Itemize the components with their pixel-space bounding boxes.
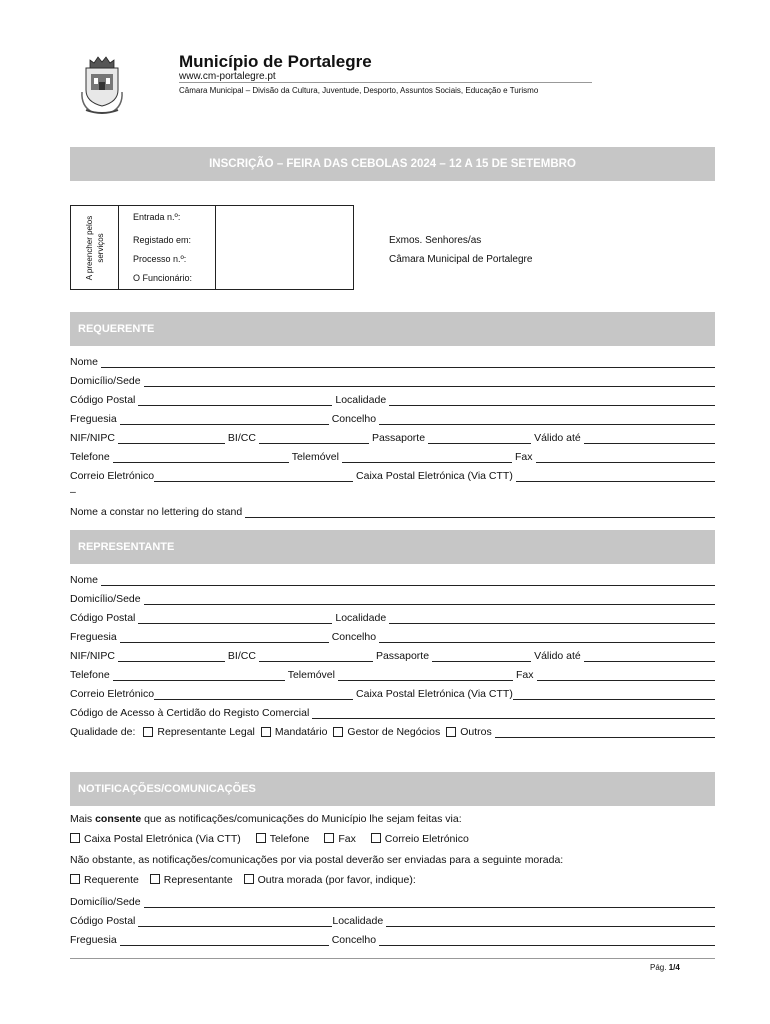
header-divider xyxy=(179,82,592,83)
req-lettering-field[interactable] xyxy=(245,507,715,518)
rep-telemovel-label: Telemóvel xyxy=(287,669,335,681)
page-num: 1/4 xyxy=(668,963,680,972)
req-lettering-row xyxy=(70,504,715,518)
notif-consent-text xyxy=(70,813,462,825)
qualidade-outros-field[interactable] xyxy=(495,727,715,738)
rep-bi-field[interactable] xyxy=(259,651,373,662)
qualidade-outros-label: Outros xyxy=(460,726,492,738)
rep-domicilio-row xyxy=(70,591,715,605)
morada-outra-checkbox[interactable] xyxy=(244,874,254,884)
notif-domicilio-label: Domicílio/Sede xyxy=(70,896,141,908)
req-localidade-label: Localidade xyxy=(335,394,387,406)
notif-codigo-postal-label: Código Postal xyxy=(70,915,136,927)
department-subtitle: Câmara Municipal – Divisão da Cultura, Juventude, Desporto, Assuntos Sociais, Educação e Turismo xyxy=(179,86,539,95)
rep-fax-field[interactable] xyxy=(537,670,716,681)
rep-concelho-field[interactable] xyxy=(379,632,715,643)
notif-domicilio-field[interactable] xyxy=(144,897,715,908)
rep-codigo-postal-field[interactable] xyxy=(138,613,332,624)
section-notificacoes: NOTIFICAÇÕES/COMUNICAÇÕES xyxy=(70,772,715,806)
notif-freguesia-label: Freguesia xyxy=(70,934,117,946)
entrada-label: Entrada n.º: xyxy=(133,212,181,222)
req-domicilio-label: Domicílio/Sede xyxy=(70,375,141,387)
req-domicilio-row xyxy=(70,373,715,387)
req-dash: – xyxy=(70,486,76,498)
req-email-field[interactable] xyxy=(154,471,353,482)
footer-divider xyxy=(70,958,715,959)
req-telemovel-field[interactable] xyxy=(342,452,512,463)
notif-freguesia-row xyxy=(70,932,715,946)
notif-codigo-postal-field[interactable] xyxy=(138,916,332,927)
req-freguesia-label: Freguesia xyxy=(70,413,117,425)
req-nif-field[interactable] xyxy=(118,433,225,444)
rep-codigo-acesso-label: Código de Acesso à Certidão do Registo Comercial xyxy=(70,707,310,719)
notif-postal-note: Não obstante, as notificações/comunicações por via postal deverão ser enviadas para a seguinte morada: xyxy=(70,854,564,866)
req-valido-field[interactable] xyxy=(584,433,715,444)
rep-ids-row xyxy=(70,648,715,662)
registado-label: Registado em: xyxy=(133,235,192,245)
rep-email-label: Correio Eletrónico xyxy=(70,688,155,700)
notif-consent-pre: Mais xyxy=(70,813,96,825)
qualidade-representante-legal-checkbox[interactable] xyxy=(143,727,153,737)
qualidade-outros-checkbox[interactable] xyxy=(446,727,456,737)
organization-name: Município de Portalegre xyxy=(179,52,372,71)
rep-localidade-field[interactable] xyxy=(389,613,715,624)
req-phone-row xyxy=(70,449,715,463)
rep-domicilio-label: Domicílio/Sede xyxy=(70,593,141,605)
rep-phone-row xyxy=(70,667,715,681)
channel-caixa-postal-checkbox[interactable] xyxy=(70,833,80,843)
services-box-divider xyxy=(215,206,216,289)
req-localidade-field[interactable] xyxy=(389,395,715,406)
rep-caixa-postal-field[interactable] xyxy=(513,689,715,700)
req-caixa-postal-field[interactable] xyxy=(516,471,715,482)
req-codigo-postal-field[interactable] xyxy=(138,395,332,406)
channel-caixa-postal-label: Caixa Postal Eletrónica (Via CTT) xyxy=(84,833,241,845)
req-freguesia-row xyxy=(70,411,715,425)
req-fax-label: Fax xyxy=(514,451,533,463)
morada-requerente-label: Requerente xyxy=(84,874,139,886)
req-fax-field[interactable] xyxy=(536,452,716,463)
section-representante: REPRESENTANTE xyxy=(70,530,715,564)
req-domicilio-field[interactable] xyxy=(144,376,715,387)
req-nome-row xyxy=(70,354,715,368)
services-vertical-label: A preencher pelos serviços xyxy=(85,215,105,281)
funcionario-label: O Funcionário: xyxy=(133,273,193,283)
section-requerente: REQUERENTE xyxy=(70,312,715,346)
notif-consent-bold: consente xyxy=(95,813,142,825)
rep-codigo-acesso-field[interactable] xyxy=(312,708,715,719)
rep-nif-label: NIF/NIPC xyxy=(70,650,115,662)
req-bi-field[interactable] xyxy=(259,433,369,444)
rep-telefone-label: Telefone xyxy=(70,669,110,681)
rep-valido-field[interactable] xyxy=(584,651,715,662)
notif-channels-row xyxy=(70,833,469,845)
req-valido-label: Válido até xyxy=(534,432,581,444)
channel-fax-label: Fax xyxy=(338,833,356,845)
qualidade-gestor-negocios-label: Gestor de Negócios xyxy=(347,726,441,738)
req-ids-row xyxy=(70,430,715,444)
req-email-label: Correio Eletrónico xyxy=(70,470,155,482)
form-title: INSCRIÇÃO – FEIRA DAS CEBOLAS 2024 – 12 A 15 DE SETEMBRO xyxy=(70,147,715,181)
rep-nome-row xyxy=(70,572,715,586)
rep-valido-label: Válido até xyxy=(534,650,581,662)
addressee-line-1: Exmos. Senhores/as xyxy=(389,235,482,246)
rep-bi-label: BI/CC xyxy=(227,650,256,662)
rep-passaporte-field[interactable] xyxy=(432,651,531,662)
qualidade-mandatario-label: Mandatário xyxy=(274,726,328,738)
req-passaporte-field[interactable] xyxy=(428,433,531,444)
rep-freguesia-label: Freguesia xyxy=(70,631,117,643)
addressee-line-2: Câmara Municipal de Portalegre xyxy=(389,254,533,265)
rep-telefone-field[interactable] xyxy=(113,670,285,681)
rep-nome-label: Nome xyxy=(70,574,99,586)
rep-freguesia-row xyxy=(70,629,715,643)
rep-codigo-acesso-row xyxy=(70,705,715,719)
notif-localidade-label: Localidade xyxy=(332,915,384,927)
notif-concelho-label: Concelho xyxy=(331,934,377,946)
rep-nif-field[interactable] xyxy=(118,651,225,662)
morada-representante-checkbox[interactable] xyxy=(150,874,160,884)
req-telemovel-label: Telemóvel xyxy=(291,451,339,463)
rep-concelho-label: Concelho xyxy=(331,631,377,643)
rep-qualidade-label: Qualidade de: xyxy=(70,726,136,738)
req-concelho-label: Concelho xyxy=(331,413,377,425)
rep-localidade-label: Localidade xyxy=(335,612,387,624)
notif-address-options-row xyxy=(70,874,416,886)
req-caixa-postal-label: Caixa Postal Eletrónica (Via CTT) xyxy=(356,470,513,482)
rep-domicilio-field[interactable] xyxy=(144,594,715,605)
channel-correio-eletronico-label: Correio Eletrónico xyxy=(384,833,469,845)
rep-fax-label: Fax xyxy=(515,669,534,681)
processo-label: Processo n.º: xyxy=(133,254,187,264)
municipal-coat-of-arms-logo xyxy=(78,52,126,116)
notif-freguesia-field[interactable] xyxy=(120,935,329,946)
rep-passaporte-label: Passaporte xyxy=(375,650,430,662)
req-concelho-field[interactable] xyxy=(379,414,715,425)
req-codigo-postal-label: Código Postal xyxy=(70,394,136,406)
qualidade-representante-legal-label: Representante Legal xyxy=(157,726,255,738)
rep-email-row xyxy=(70,686,715,700)
req-telefone-field[interactable] xyxy=(113,452,289,463)
req-codigo-postal-row xyxy=(70,392,715,406)
req-nome-label: Nome xyxy=(70,356,99,368)
rep-codigo-postal-row xyxy=(70,610,715,624)
rep-nome-field[interactable] xyxy=(101,575,715,586)
rep-codigo-postal-label: Código Postal xyxy=(70,612,136,624)
req-bi-label: BI/CC xyxy=(227,432,256,444)
rep-qualidade-row xyxy=(70,724,715,738)
req-nome-field[interactable] xyxy=(101,357,715,368)
rep-email-field[interactable] xyxy=(154,689,353,700)
channel-correio-eletronico-checkbox[interactable] xyxy=(371,833,381,843)
notif-concelho-field[interactable] xyxy=(379,935,715,946)
rep-caixa-postal-label: Caixa Postal Eletrónica (Via CTT) xyxy=(356,688,513,700)
channel-fax-checkbox[interactable] xyxy=(324,833,334,843)
req-passaporte-label: Passaporte xyxy=(371,432,426,444)
channel-telefone-label: Telefone xyxy=(269,833,310,845)
req-freguesia-field[interactable] xyxy=(120,414,329,425)
notif-codigo-postal-row xyxy=(70,913,715,927)
req-lettering-label: Nome a constar no lettering do stand xyxy=(70,506,243,518)
qualidade-mandatario-checkbox[interactable] xyxy=(261,727,271,737)
notif-consent-post: que as notificações/comunicações do Município lhe sejam feitas via: xyxy=(141,813,462,825)
organization-website[interactable]: www.cm-portalegre.pt xyxy=(179,71,276,82)
channel-telefone-checkbox[interactable] xyxy=(256,833,266,843)
services-vertical-cell xyxy=(71,206,119,289)
page-label: Pág. xyxy=(650,963,667,972)
qualidade-gestor-negocios-checkbox[interactable] xyxy=(333,727,343,737)
services-use-box xyxy=(70,205,354,290)
rep-freguesia-field[interactable] xyxy=(120,632,329,643)
notif-domicilio-row xyxy=(70,894,715,908)
req-nif-label: NIF/NIPC xyxy=(70,432,115,444)
morada-requerente-checkbox[interactable] xyxy=(70,874,80,884)
req-telefone-label: Telefone xyxy=(70,451,110,463)
notif-localidade-field[interactable] xyxy=(386,916,715,927)
morada-outra-label: Outra morada (por favor, indique): xyxy=(257,874,416,886)
morada-representante-label: Representante xyxy=(163,874,233,886)
req-email-row xyxy=(70,468,715,482)
rep-telemovel-field[interactable] xyxy=(338,670,513,681)
page-number xyxy=(650,963,680,972)
